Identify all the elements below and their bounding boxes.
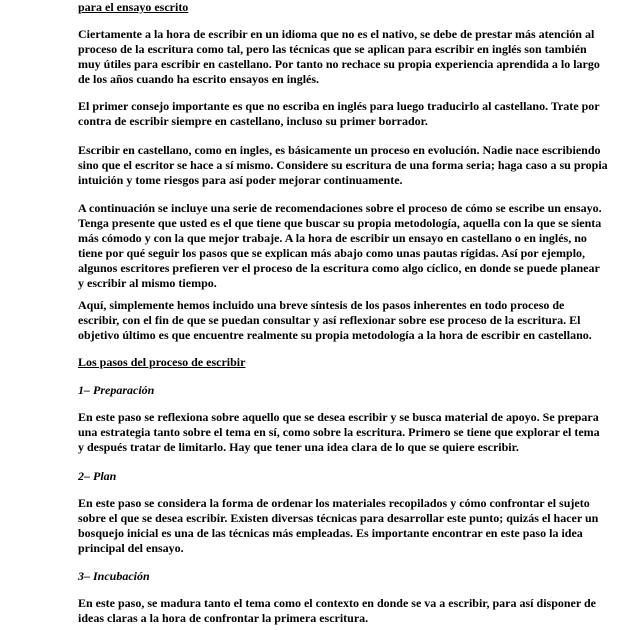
heading-text: 3– Incubación (78, 569, 150, 583)
text-line: sino que el escritor se hace a sí mismo. Considere su escritura de una forma seria; haga caso a su propia (78, 157, 608, 172)
text-line: sobre el que se desea escribir. Existen diversas técnicas para desarrollar este punto; quizás el hacer un (78, 510, 599, 525)
step-paragraph (78, 496, 600, 556)
text-line: proceso de la escritura como tal, pero las técnicas que se aplican para escribir en inglés son también (78, 41, 587, 56)
text-line: En este paso, se madura tanto el tema como el contexto en donde se va a escribir, para así disponer de (78, 596, 596, 610)
heading-text: 2– Plan (78, 469, 117, 483)
text-line: objetivo último es que encuentre realmente su propia metodología a la hora de escribir en castellano. (78, 327, 592, 342)
steps-section-title (78, 355, 600, 370)
paragraph (78, 143, 608, 188)
text-line: una estrategia tanto sobre el tema en sí, como sobre la escritura. Primero se tiene que explorar el tema (78, 424, 600, 439)
text-line: En este paso se considera la forma de ordenar los materiales recopilados y cómo confrontar el sujeto (78, 496, 590, 510)
heading-text: para el ensayo escrito (78, 0, 189, 14)
text-line: tiene por qué seguir los pasos que se explican más abajo como unas pautas rígidas. Así por ejemplo, (78, 245, 586, 260)
text-line: El primer consejo importante es que no escriba en inglés para luego traducirlo al castellano. Trate por (78, 99, 600, 113)
text-line: principal del ensayo. (78, 540, 184, 555)
paragraph (78, 99, 600, 129)
step-paragraph (78, 596, 600, 626)
text-line: escribir, con el fin de que se puedan consultar y así reflexionar sobre ese proceso de la escritura. El (78, 312, 581, 327)
text-line: de los años cuando ha escrito ensayos en inglés. (78, 71, 320, 86)
heading-text: 1– Preparación (78, 383, 155, 397)
text-line: Aquí, simplemente hemos incluido una breve síntesis de los pasos inherentes en todo proceso de (78, 298, 565, 312)
text-line: ideas claras a la hora de confrontar la primera escritura. (78, 610, 369, 625)
step-heading (78, 383, 600, 398)
paragraph (78, 201, 600, 290)
step-heading (78, 469, 600, 484)
text-line: Tenga presente que usted es el que tiene que buscar su propia metodología, aquella con la que se sienta (78, 215, 602, 230)
text-line: y después tratar de limitarlo. Hay que tener una idea clara de lo que se quiere escribir. (78, 439, 519, 454)
step-heading (78, 569, 600, 584)
paragraph (78, 27, 600, 87)
text-line: muy útiles para escribir en castellano. Por tanto no rechace su propia experiencia aprendida a lo largo (78, 56, 600, 71)
text-line: algunos escritores prefieren ver el proceso de la escritura como algo cíclico, en donde se puede planear (78, 260, 600, 275)
text-line: y escribir al mismo tiempo. (78, 275, 217, 290)
text-line: Ciertamente a la hora de escribir en un idioma que no es el nativo, se debe de prestar más atención al (78, 27, 595, 41)
step-paragraph (78, 410, 600, 455)
text-line: Escribir en castellano, como en ingles, es básicamente un proceso en evolución. Nadie nace escribiendo (78, 143, 601, 157)
section-heading (78, 0, 600, 15)
text-line: contra de escribir siempre en castellano, incluso su primer borrador. (78, 113, 428, 128)
heading-text: Los pasos del proceso de escribir (78, 355, 246, 369)
text-line: bosquejo inicial es una de las técnicas más empleadas. Es importante encontrar en este paso la idea (78, 525, 583, 540)
text-line: intuición y tome riesgos para así poder mejorar continuamente. (78, 172, 403, 187)
paragraph (78, 298, 600, 343)
text-line: más cómodo y con la que mejor trabaje. A la hora de escribir un ensayo en castellano o en inglés, no (78, 230, 587, 245)
text-line: En este paso se reflexiona sobre aquello que se desea escribir y se busca material de apoyo. Se prepara (78, 410, 599, 424)
text-line: A continuación se incluye una serie de recomendaciones sobre el proceso de cómo se escribe un ensayo. (78, 201, 602, 215)
